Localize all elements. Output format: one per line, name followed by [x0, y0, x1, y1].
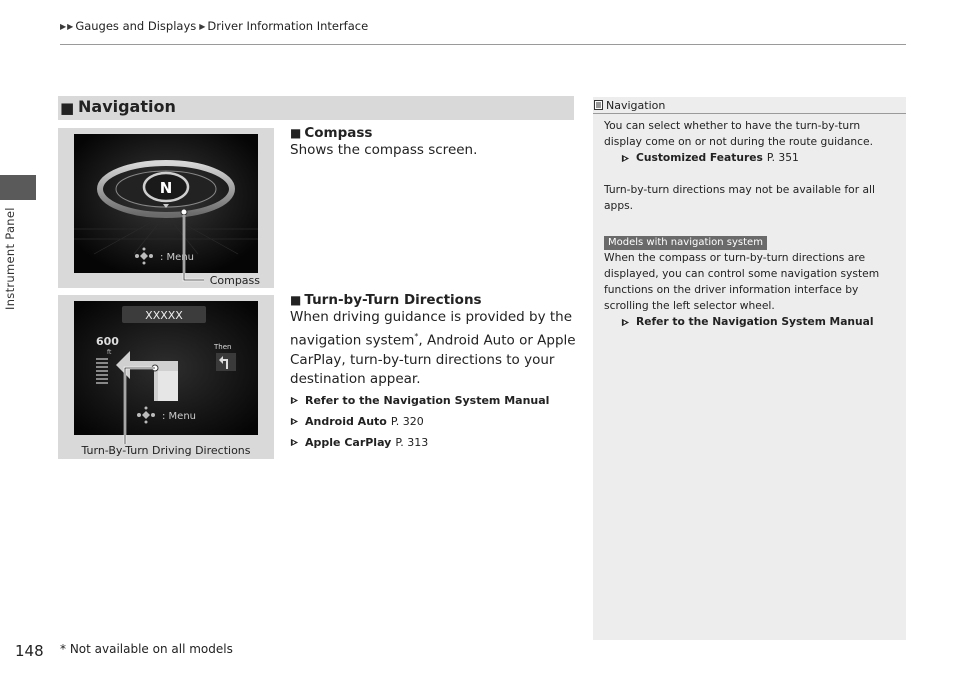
turn-menu-text: : Menu	[162, 411, 197, 422]
reference-arrow-icon	[290, 417, 299, 426]
turn-by-turn-screen	[74, 301, 258, 435]
breadcrumb	[60, 19, 371, 33]
reference-link[interactable]: Customized Features P. 351	[604, 150, 894, 166]
notes-body: You can select whether to have the turn-by-turn display come on or not during the route guidance. Customized Features P. 351 Turn-by-turn directions may not be available for all apps. Models with navigation system When the compass or turn-by-turn directions are displayed, you can control some navigation system functions on the driver information interface by scrolling the left selector wheel. Refer to the Navigation System Manual	[604, 118, 894, 330]
reference-link[interactable]: Refer to the Navigation System Manual	[290, 391, 580, 410]
turn-by-turn-body: When driving guidance is provided by the navigation system*, Android Auto or Apple CarPlay, turn-by-turn directions to your destination appear.	[290, 309, 576, 387]
reference-arrow-icon	[621, 318, 630, 327]
compass-heading-text: N	[159, 179, 173, 197]
compass-body: Shows the compass screen.	[290, 142, 478, 158]
compass-figure-label: Compass	[209, 274, 260, 287]
reference-arrow-icon	[621, 154, 630, 163]
note-page-icon	[594, 100, 603, 110]
footnote-marker: *	[414, 332, 419, 341]
reference-link[interactable]: Android Auto P. 320	[290, 412, 580, 431]
street-name-text: XXXXX	[145, 309, 183, 322]
turn-by-turn-section	[290, 292, 580, 452]
compass-menu-text: : Menu	[160, 252, 195, 263]
compass-section	[290, 125, 580, 160]
then-text: Then	[214, 343, 232, 351]
triangle-right-icon: ▶	[67, 21, 74, 31]
triangle-right-icon: ▶	[60, 21, 67, 31]
breadcrumb-item[interactable]: Gauges and Displays	[75, 19, 197, 33]
model-tag-badge: Models with navigation system	[604, 236, 767, 250]
compass-screen	[74, 134, 258, 273]
reference-link[interactable]: Apple CarPlay P. 313	[290, 433, 580, 452]
breadcrumb-item[interactable]: Driver Information Interface	[207, 19, 369, 33]
chapter-tab-text: Instrument Panel	[3, 207, 17, 310]
square-bullet-icon: ■	[290, 126, 302, 140]
distance-text: 600	[96, 335, 119, 348]
square-bullet-icon: ■	[60, 99, 75, 117]
reference-arrow-icon	[290, 396, 299, 405]
notes-panel	[593, 97, 906, 640]
compass-figure	[58, 128, 274, 288]
section-header	[58, 96, 574, 120]
compass-heading: ■ Compass	[290, 125, 373, 141]
chapter-tab-label	[3, 190, 17, 320]
reference-link[interactable]: Refer to the Navigation System Manual	[604, 314, 894, 330]
turn-by-turn-figure	[58, 295, 274, 459]
distance-unit-text: ft	[107, 349, 112, 356]
turn-by-turn-figure-label: Turn-By-Turn Driving Directions	[58, 444, 274, 457]
footnote: * Not available on all models	[60, 642, 233, 656]
square-bullet-icon: ■	[290, 293, 302, 307]
section-title: Navigation	[78, 97, 176, 116]
header-divider	[60, 44, 906, 45]
page-number: 148	[15, 642, 44, 660]
triangle-right-icon: ▶	[199, 21, 206, 31]
notes-title: Navigation	[606, 98, 666, 112]
turn-by-turn-heading: ■ Turn-by-Turn Directions	[290, 292, 482, 308]
notes-header	[593, 97, 906, 114]
reference-arrow-icon	[290, 438, 299, 447]
